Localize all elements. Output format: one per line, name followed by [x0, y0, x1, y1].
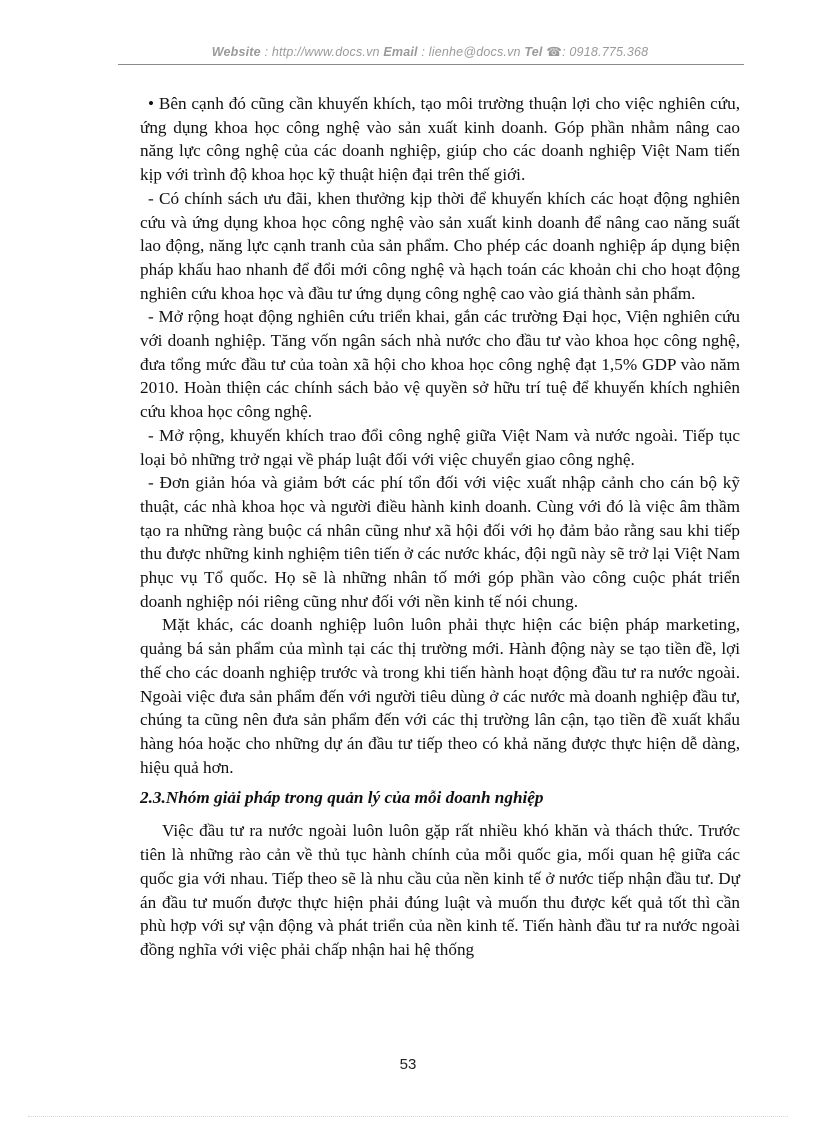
tel-value: : 0918.775.368: [562, 45, 649, 59]
website-label: Website: [211, 45, 261, 59]
dash-paragraph-3: - Mở rộng, khuyến khích trao đổi công nghệ giữa Việt Nam và nước ngoài. Tiếp tục loại bỏ những trở ngại về pháp luật đối với việc chuyển giao công nghệ.: [140, 425, 740, 469]
website-value: : http://www.docs.vn: [264, 45, 380, 59]
page-body: [140, 92, 740, 962]
dash-paragraph-2: - Mở rộng hoạt động nghiên cứu triển khai, gắn các trường Đại học, Viện nghiên cứu với doanh nghiệp. Tăng vốn ngân sách nhà nước cho đầu tư vào khoa học công nghệ, đưa tổng mức đầu tư của toàn xã hội cho khoa học công nghệ đạt 1,5% GDP vào năm 2010. Hoàn thiện các chính sách bảo vệ quyền sở hữu trí tuệ để khuyến khích nghiên cứu khoa học công nghệ.: [140, 307, 740, 422]
page-number: 53: [399, 1056, 417, 1073]
email-label: Email: [383, 45, 418, 59]
closing-paragraph: Việc đầu tư ra nước ngoài luôn luôn gặp rất nhiều khó khăn và thách thức. Trước tiên là những rào cản về thủ tục hành chính của mỗi quốc gia, mối quan hệ giữa các quốc gia với nhau. Tiếp theo sẽ là nhu cầu của nền kinh tế ở nước tiếp nhận đầu tư. Dự án đầu tư muốn được thực hiện phải đúng luật và muốn thu được kết quả tốt thì cần phù hợp với sự vận động và phát triển của nền kinh tế. Tiến hành đầu tư ra nước ngoài đồng nghĩa với việc phải chấp nhận hai hệ thống: [140, 821, 740, 959]
dash-paragraph-4: - Đơn giản hóa và giảm bớt các phí tổn đối với việc xuất nhập cảnh cho cán bộ kỹ thuật, các nhà khoa học và người điều hành kinh doanh. Cùng với đó là việc âm thầm tạo ra những ràng buộc cá nhân cũng như xã hội đối với họ đảm bảo rằng sau khi tiếp thu được những kinh nghiệm tiên tiến ở các nước khác, đội ngũ này sẽ trở lại Việt Nam phục vụ Tổ quốc. Họ sẽ là những nhân tố mới góp phần vào công cuộc phát triển doanh nghiệp nói riêng cũng như đối với nền kinh tế nói chung.: [140, 473, 740, 611]
page-bottom-border: [28, 1116, 788, 1117]
phone-icon: ☎: [546, 45, 563, 59]
dash-paragraph-1: - Có chính sách ưu đãi, khen thưởng kịp thời để khuyến khích các hoạt động nghiên cứu và ứng dụng khoa học công nghệ vào sản xuất kinh doanh để nâng cao năng suất lao động, năng lực cạnh tranh của sản phẩm. Cho phép các doanh nghiệp áp dụng biện pháp khấu hao nhanh để đổi mới công nghệ và hạch toán các khoản chi cho hoạt động nghiên cứu khoa học và đầu tư ứng dụng công nghệ cao vào giá thành sản phẩm.: [140, 188, 740, 303]
page-header: [120, 44, 740, 59]
header-divider: [118, 64, 744, 65]
bullet-paragraph: • Bên cạnh đó cũng cần khuyến khích, tạo môi trường thuận lợi cho việc nghiên cứu, ứng dụng khoa học công nghệ vào sản xuất kinh doanh. Góp phần nhằm nâng cao năng lực công nghệ của các doanh nghiệp, giúp cho các doanh nghiệp Việt Nam tiến kịp với trình độ khoa học kỹ thuật hiện đại trên thế giới.: [140, 94, 740, 185]
section-heading: 2.3.Nhóm giải pháp trong quản lý của mỗi doanh nghiệp: [140, 788, 544, 808]
body-paragraph: Mặt khác, các doanh nghiệp luôn luôn phải thực hiện các biện pháp marketing, quảng bá sản phẩm của mình tại các thị trường mới. Hành động này se tạo tiền đề, lợi thế cho các doanh nghiệp trước và trong khi tiến hành hoạt động đầu tư ra nước ngoài. Ngoài việc đưa sản phẩm đến với người tiêu dùng ở các nước mà doanh nghiệp đầu tư, chúng ta cũng nên đưa sản phẩm đến với các thị trường lân cận, tạo tiền đề xuất khẩu hàng hóa hoặc cho những dự án đầu tư tiếp theo có khả năng được thực hiện dễ dàng, hiệu quả hơn.: [140, 615, 740, 777]
tel-label: Tel: [524, 45, 543, 59]
email-value: : lienhe@docs.vn: [421, 45, 521, 59]
